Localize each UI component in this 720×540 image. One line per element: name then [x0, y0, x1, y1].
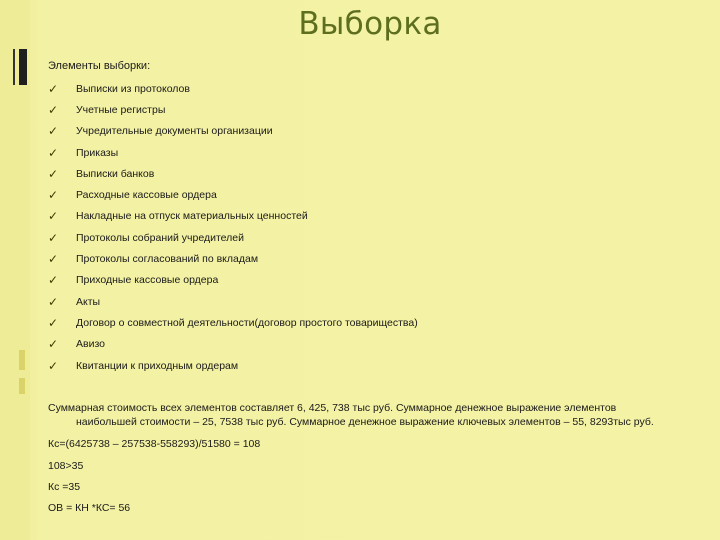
list-item-label: Квитанции к приходным ордерам [76, 359, 239, 372]
left-accent-thin [13, 49, 15, 85]
list-item [48, 121, 688, 142]
list-item [48, 206, 688, 227]
checkmark-icon: ✓ [48, 145, 59, 160]
checkmark-icon: ✓ [48, 81, 59, 96]
list-item-label: Накладные на отпуск материальных ценностей [76, 210, 308, 223]
summary-paragraph [48, 402, 688, 429]
list-item-label: Учетные регистры [76, 103, 166, 116]
items-list [48, 78, 688, 376]
checkmark-icon: ✓ [48, 188, 59, 203]
list-item [48, 334, 688, 355]
list-item-label: Расходные кассовые ордера [76, 189, 217, 202]
list-item-label: Акты [76, 295, 101, 308]
list-item-label: Авизо [76, 338, 105, 351]
slide-title: Выборка [298, 6, 442, 42]
checkmark-icon: ✓ [48, 315, 59, 330]
list-item [48, 99, 688, 120]
list-item-label: Выписки банков [76, 167, 155, 180]
calc-line-3: Кс =35 [48, 481, 81, 493]
list-item [48, 291, 688, 312]
list-item [48, 248, 688, 269]
checkmark-icon: ✓ [48, 273, 59, 288]
list-item [48, 355, 688, 376]
left-accent-marker-2 [19, 378, 25, 394]
list-item-label: Учредительные документы организации [76, 125, 273, 138]
checkmark-icon: ✓ [48, 230, 59, 245]
list-item [48, 78, 688, 99]
checkmark-icon: ✓ [48, 294, 59, 309]
calc-line-2: 108>35 [48, 460, 84, 472]
intro-text: Элементы выборки: [48, 60, 151, 72]
list-item [48, 227, 688, 248]
list-item [48, 142, 688, 163]
calc-line-1: Кс=(6425738 – 257538-558293)/51580 = 108 [48, 438, 261, 450]
list-item [48, 270, 688, 291]
calc-line-4: ОВ = КН *КС= 56 [48, 502, 131, 514]
list-item-label: Приказы [76, 146, 119, 159]
left-accent-block [19, 49, 27, 85]
checkmark-icon: ✓ [48, 252, 59, 267]
checkmark-icon: ✓ [48, 337, 59, 352]
checkmark-icon: ✓ [48, 358, 59, 373]
list-item [48, 163, 688, 184]
summary-line-1: Суммарная стоимость всех элементов составляет 6, 425, 738 тыс руб. Суммарное денежное выражение элементов [48, 402, 617, 414]
list-item-label: Приходные кассовые ордера [76, 274, 219, 287]
list-item-label: Договор о совместной деятельности(договор простого товарищества) [76, 316, 418, 329]
list-item-label: Протоколы собраний учредителей [76, 231, 244, 244]
summary-line-2: наибольшей стоимости – 25, 7538 тыс руб. Суммарное денежное выражение ключевых элементов – 55, 8293тыс руб. [76, 415, 654, 428]
list-item-label: Выписки из протоколов [76, 82, 190, 95]
list-item [48, 312, 688, 333]
list-item-label: Протоколы согласований по вкладам [76, 253, 259, 266]
checkmark-icon: ✓ [48, 102, 59, 117]
checkmark-icon: ✓ [48, 166, 59, 181]
checkmark-icon: ✓ [48, 124, 59, 139]
list-item [48, 184, 688, 205]
left-accent-marker-1 [19, 350, 25, 370]
checkmark-icon: ✓ [48, 209, 59, 224]
